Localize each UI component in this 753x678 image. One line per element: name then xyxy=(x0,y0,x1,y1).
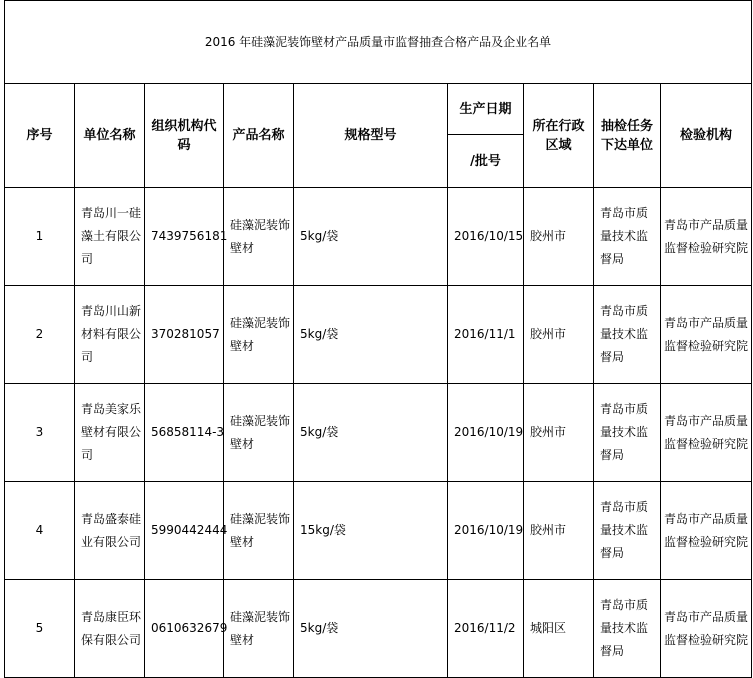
cell-spec: 5kg/袋 xyxy=(294,286,448,384)
cell-spec: 15kg/袋 xyxy=(294,482,448,580)
cell-company: 青岛美家乐壁材有限公司 xyxy=(75,384,145,482)
table-title: 2016 年硅藻泥装饰壁材产品质量市监督抽查合格产品及企业名单 xyxy=(5,1,752,84)
cell-seq: 2 xyxy=(5,286,75,384)
header-seq: 序号 xyxy=(5,84,75,188)
cell-spec: 5kg/袋 xyxy=(294,384,448,482)
header-task-unit: 抽检任务下达单位 xyxy=(594,84,661,188)
header-inspector: 检验机构 xyxy=(661,84,752,188)
header-region: 所在行政区域 xyxy=(524,84,594,188)
cell-task-unit: 青岛市质量技术监督局 xyxy=(594,188,661,286)
cell-region: 城阳区 xyxy=(524,580,594,678)
cell-date: 2016/10/19 xyxy=(448,482,524,580)
cell-region: 胶州市 xyxy=(524,384,594,482)
table-row xyxy=(5,384,752,482)
cell-org-code: 370281057 xyxy=(145,286,224,384)
cell-org-code: 0610632679 xyxy=(145,580,224,678)
cell-date: 2016/11/1 xyxy=(448,286,524,384)
cell-task-unit: 青岛市质量技术监督局 xyxy=(594,384,661,482)
cell-region: 胶州市 xyxy=(524,482,594,580)
table-row xyxy=(5,482,752,580)
header-spec: 规格型号 xyxy=(294,84,448,188)
cell-inspector: 青岛市产品质量监督检验研究院 xyxy=(661,580,752,678)
cell-org-code: 5990442444 xyxy=(145,482,224,580)
cell-region: 胶州市 xyxy=(524,286,594,384)
cell-company: 青岛康臣环保有限公司 xyxy=(75,580,145,678)
qualified-products-table xyxy=(4,0,752,678)
header-company: 单位名称 xyxy=(75,84,145,188)
cell-product: 硅藻泥装饰壁材 xyxy=(224,286,294,384)
cell-company: 青岛盛泰硅业有限公司 xyxy=(75,482,145,580)
cell-inspector: 青岛市产品质量监督检验研究院 xyxy=(661,384,752,482)
cell-org-code: 56858114-3 xyxy=(145,384,224,482)
table-row xyxy=(5,188,752,286)
header-product: 产品名称 xyxy=(224,84,294,188)
cell-date: 2016/11/2 xyxy=(448,580,524,678)
cell-task-unit: 青岛市质量技术监督局 xyxy=(594,580,661,678)
cell-date: 2016/10/19 xyxy=(448,384,524,482)
cell-org-code: 7439756181 xyxy=(145,188,224,286)
cell-seq: 1 xyxy=(5,188,75,286)
table-row xyxy=(5,286,752,384)
cell-spec: 5kg/袋 xyxy=(294,188,448,286)
title-row xyxy=(5,1,752,84)
header-row xyxy=(5,84,752,135)
cell-seq: 5 xyxy=(5,580,75,678)
cell-product: 硅藻泥装饰壁材 xyxy=(224,580,294,678)
cell-product: 硅藻泥装饰壁材 xyxy=(224,482,294,580)
cell-product: 硅藻泥装饰壁材 xyxy=(224,188,294,286)
header-date-bottom: /批号 xyxy=(448,135,524,188)
cell-company: 青岛川山新材料有限公司 xyxy=(75,286,145,384)
cell-spec: 5kg/袋 xyxy=(294,580,448,678)
cell-date: 2016/10/15 xyxy=(448,188,524,286)
cell-seq: 4 xyxy=(5,482,75,580)
cell-company: 青岛川一硅藻土有限公司 xyxy=(75,188,145,286)
cell-product: 硅藻泥装饰壁材 xyxy=(224,384,294,482)
header-org-code: 组织机构代码 xyxy=(145,84,224,188)
cell-seq: 3 xyxy=(5,384,75,482)
cell-inspector: 青岛市产品质量监督检验研究院 xyxy=(661,482,752,580)
cell-inspector: 青岛市产品质量监督检验研究院 xyxy=(661,188,752,286)
cell-task-unit: 青岛市质量技术监督局 xyxy=(594,286,661,384)
cell-inspector: 青岛市产品质量监督检验研究院 xyxy=(661,286,752,384)
header-date-top: 生产日期 xyxy=(448,84,524,135)
cell-region: 胶州市 xyxy=(524,188,594,286)
table-row xyxy=(5,580,752,678)
cell-task-unit: 青岛市质量技术监督局 xyxy=(594,482,661,580)
